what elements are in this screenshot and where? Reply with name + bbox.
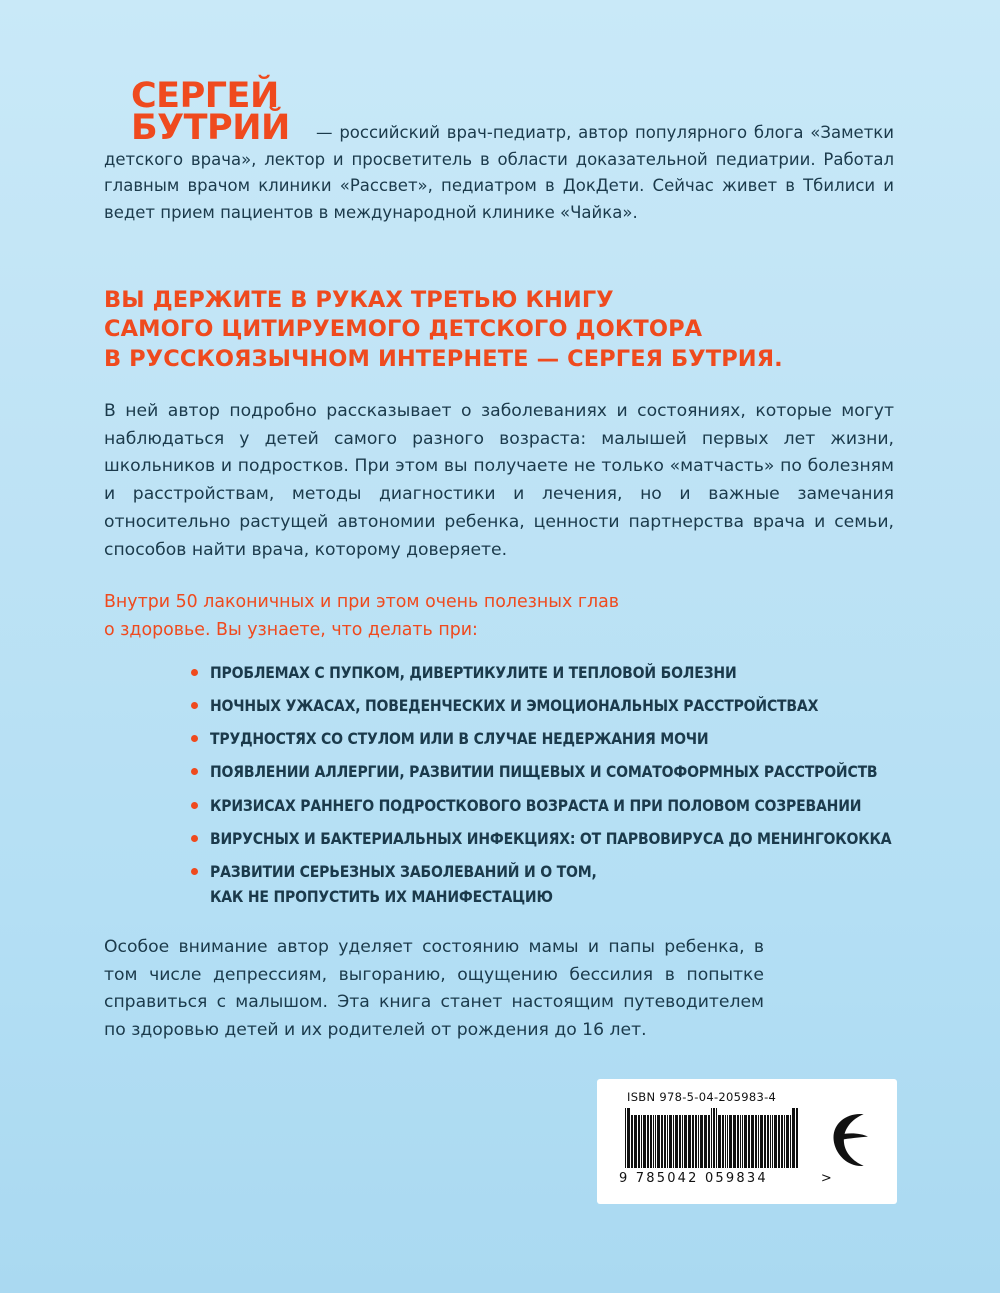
bullet-dot-icon xyxy=(191,702,198,709)
headline-line-1: ВЫ ДЕРЖИТЕ В РУКАХ ТРЕТЬЮ КНИГУ xyxy=(104,287,614,313)
topic-list xyxy=(104,663,894,908)
list-item xyxy=(210,862,894,908)
headline-line-3: В РУССКОЯЗЫЧНОМ ИНТЕРНЕТЕ — СЕРГЕЯ БУТРИЯ. xyxy=(104,345,783,372)
bullet-dot-icon xyxy=(191,868,198,875)
list-item xyxy=(210,663,894,683)
bullet-dot-icon xyxy=(191,768,198,775)
lead-line-2: о здоровье. Вы узнаете, что делать при: xyxy=(104,619,478,640)
headline xyxy=(104,286,894,374)
closing-paragraph: Особое внимание автор уделяет состоянию мамы и папы ребенка, в том числе депрессиям, выгоранию, ощущению бессилия в попытке справиться с малышом. Эта книга станет настоящим путеводителем по здоровью детей и их родителей от рождения до 16 лет. xyxy=(104,936,764,1041)
author-name xyxy=(131,76,361,149)
list-item xyxy=(210,729,894,749)
isbn-barcode-block xyxy=(597,1079,897,1204)
bullet-dot-icon xyxy=(191,735,198,742)
barcode-icon xyxy=(625,1108,810,1168)
lead-line-1: Внутри 50 лаконичных и при этом очень полезных глав xyxy=(104,591,619,612)
headline-line-2: САМОГО ЦИТИРУЕМОГО ДЕТСКОГО ДОКТОРА xyxy=(104,316,703,343)
bullet-dot-icon xyxy=(191,835,198,842)
list-item xyxy=(210,696,894,716)
list-item-label: ТРУДНОСТЯХ СО СТУЛОМ ИЛИ В СЛУЧАЕ НЕДЕРЖАНИЯ МОЧИ xyxy=(210,730,709,749)
author-block xyxy=(104,72,894,252)
list-item xyxy=(210,829,894,849)
eksmo-logo xyxy=(823,1109,875,1171)
list-item-label: КРИЗИСАХ РАННЕГО ПОДРОСТКОВОГО ВОЗРАСТА И ПРИ ПОЛОВОМ СОЗРЕВАНИИ xyxy=(210,796,862,815)
list-item-label: ПРОБЛЕМАХ С ПУПКОМ, ДИВЕРТИКУЛИТЕ И ТЕПЛОВОЙ БОЛЕЗНИ xyxy=(210,663,737,682)
main-paragraph: В ней автор подробно рассказывает о заболеваниях и состояниях, которые могут наблюдаться у детей самого разного возраста: малышей первых лет жизни, школьников и подростков. При этом вы получаете не только «матчасть» по болезням и расстройствам, методы диагностики и лечения, но и важные замечания относительно растущей автономии ребенка, ценности партнерства врача и семьи, способов найти врача, которому доверяете. xyxy=(104,400,894,561)
list-item-label: НОЧНЫХ УЖАСАХ, ПОВЕДЕНЧЕСКИХ И ЭМОЦИОНАЛЬНЫХ РАССТРОЙСТВАХ xyxy=(210,696,819,715)
list-item-label: ВИРУСНЫХ И БАКТЕРИАЛЬНЫХ ИНФЕКЦИЯХ: ОТ ПАРВОВИРУСА ДО МЕНИНГОКОККА xyxy=(210,829,892,848)
author-bio: — российский врач-педиатр, автор популярного блога «Заметки детского врача», лектор и просветитель в области доказательной педиатрии. Работал главным врачом клиники «Рассвет», педиатром в ДокДети. Сейчас живет в Тбилиси и ведет прием пациентов в международной клинике «Чайка». xyxy=(104,123,894,223)
list-item xyxy=(210,762,894,782)
ean-digits: 9 785042 059834 > xyxy=(619,1171,834,1186)
bullet-dot-icon xyxy=(191,802,198,809)
lead-text xyxy=(104,589,894,645)
isbn-label: ISBN 978-5-04-205983-4 xyxy=(627,1090,777,1104)
author-first-name: СЕРГЕЙ xyxy=(131,76,279,116)
bullet-dot-icon xyxy=(191,669,198,676)
list-item xyxy=(210,796,894,816)
list-item-label: ПОЯВЛЕНИИ АЛЛЕРГИИ, РАЗВИТИИ ПИЩЕВЫХ И СОМАТОФОРМНЫХ РАССТРОЙСТВ xyxy=(210,763,878,782)
list-item-label-second-line: КАК НЕ ПРОПУСТИТЬ ИХ МАНИФЕСТАЦИЮ xyxy=(210,888,553,907)
author-last-name: БУТРИЙ xyxy=(131,108,290,149)
list-item-label: РАЗВИТИИ СЕРЬЕЗНЫХ ЗАБОЛЕВАНИЙ И О ТОМ, xyxy=(210,863,597,882)
cover-content xyxy=(104,72,894,1062)
